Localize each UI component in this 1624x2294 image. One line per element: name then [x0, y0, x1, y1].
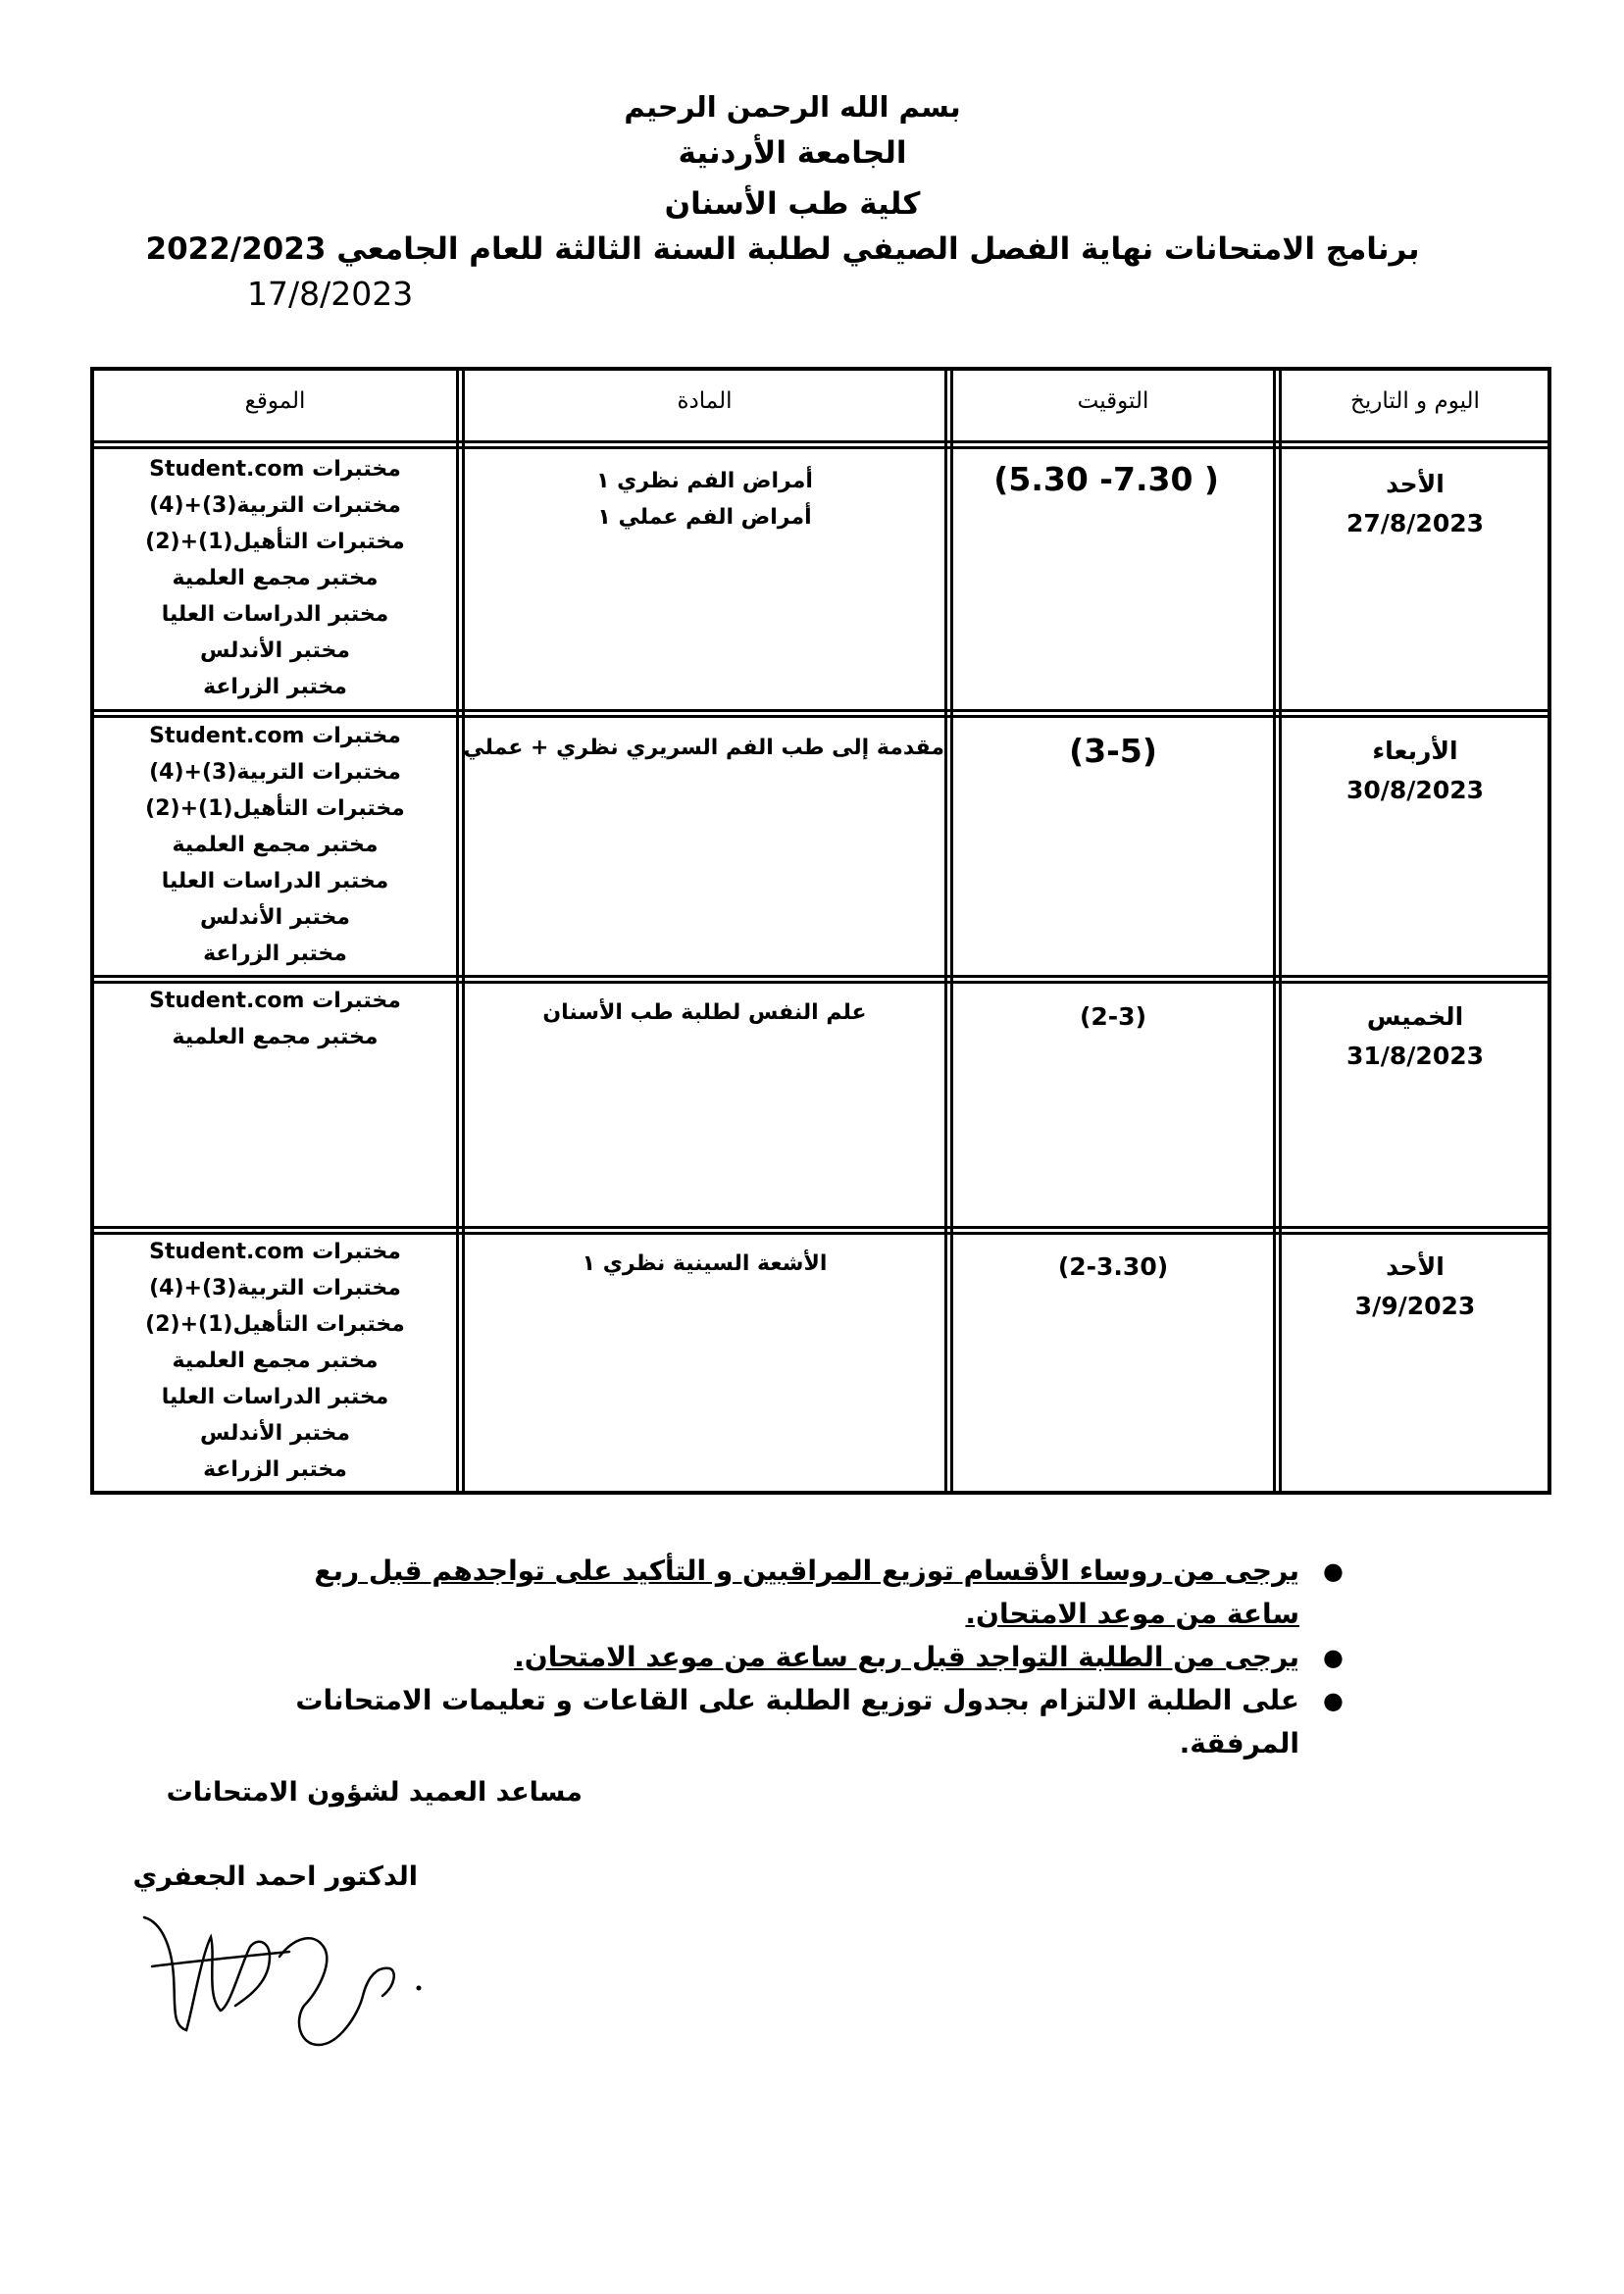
- column-divider: [1273, 367, 1276, 1495]
- location-item: مختبر الأندلس: [199, 1421, 351, 1446]
- subject-name: أمراض الفم نظري ١: [596, 469, 813, 493]
- location-item: مختبر الأندلس: [199, 638, 351, 663]
- location-cell: [94, 451, 456, 705]
- location-item: مختبرات التأهيل(1)+(2): [145, 530, 405, 554]
- table-row-day-date: [1282, 997, 1548, 1076]
- column-divider: [456, 367, 459, 1495]
- location-item: مختبرات التأهيل(1)+(2): [145, 1312, 405, 1337]
- subject-cell: [465, 994, 944, 1031]
- location-item: مختبرات Student.com: [149, 989, 401, 1013]
- column-divider: [462, 367, 465, 1495]
- header-day-date: اليوم و التاريخ: [1350, 388, 1480, 414]
- location-item: مختبر مجمع العلمية: [172, 566, 379, 590]
- location-item: مختبر الدراسات العليا: [161, 602, 389, 627]
- bullet-icon: ●: [1323, 1644, 1344, 1671]
- location-item: مختبر الزراعة: [203, 942, 347, 966]
- location-item: مختبر مجمع العلمية: [172, 1349, 379, 1373]
- location-item: مختبر الأندلس: [199, 905, 351, 930]
- location-cell: [94, 1234, 456, 1488]
- table-row-day-date: [1282, 732, 1548, 810]
- subject-name: الأشعة السينية نظري ١: [582, 1251, 828, 1276]
- location-item: مختبرات التربية(3)+(4): [149, 760, 401, 785]
- location-item: مختبر الزراعة: [203, 675, 347, 699]
- column-divider: [950, 367, 953, 1495]
- note-item: [265, 1550, 1344, 1636]
- assistant-dean-title: مساعد العميد لشؤون الامتحانات: [166, 1777, 583, 1808]
- location-item: مختبرات التربية(3)+(4): [149, 493, 401, 518]
- faculty-name: كلية طب الأسنان: [664, 186, 921, 222]
- row-divider: [90, 975, 1551, 978]
- row-divider: [90, 709, 1551, 712]
- notes-list: [265, 1550, 1344, 1765]
- exam-date: 27/8/2023: [1345, 509, 1485, 537]
- doctor-name: الدكتور احمد الجعفري: [132, 1861, 418, 1892]
- exam-date: 3/9/2023: [1354, 1292, 1476, 1320]
- basmala: بسم الله الرحمن الرحيم: [624, 90, 961, 124]
- exam-date: 30/8/2023: [1345, 776, 1485, 804]
- location-cell: [94, 983, 456, 1055]
- note-text: على الطلبة الالتزام بجدول توزيع الطلبة على القاعات و تعليمات الامتحانات المرفقة.: [295, 1684, 1299, 1759]
- location-item: مختبر الدراسات العليا: [161, 869, 389, 893]
- day-name: الأحد: [1386, 1252, 1445, 1281]
- location-item: مختبر مجمع العلمية: [172, 833, 379, 857]
- location-item: مختبرات Student.com: [149, 457, 401, 482]
- row-divider: [90, 446, 1551, 449]
- column-divider: [944, 367, 947, 1495]
- exam-schedule-table: [90, 367, 1551, 1493]
- exam-time: (2-3.30): [1057, 1252, 1169, 1281]
- exam-time: ( 7.30- 5.30): [993, 460, 1219, 498]
- issue-date: 17/8/2023: [247, 275, 414, 313]
- location-item: مختبرات التربية(3)+(4): [149, 1276, 401, 1300]
- note-text: يرجى من روساء الأقسام توزيع المراقبين و التأكيد على تواجدهم قبل ربع ساعة من موعد الامتحان.: [314, 1555, 1299, 1630]
- subject-cell: [465, 1246, 944, 1282]
- subject-name: مقدمة إلى طب الفم السريري نظري + عملي: [463, 736, 944, 760]
- subject-name: علم النفس لطلبة طب الأسنان: [542, 1000, 867, 1025]
- location-item: مختبرات Student.com: [149, 1240, 401, 1264]
- subject-name: أمراض الفم عملي ١: [597, 505, 812, 530]
- table-row-day-date: [1282, 1248, 1548, 1326]
- day-name: الأربعاء: [1372, 737, 1458, 765]
- location-item: مختبرات التأهيل(1)+(2): [145, 796, 405, 821]
- exam-date: 31/8/2023: [1345, 1042, 1485, 1070]
- note-item: [265, 1679, 1344, 1765]
- exam-time: (2-3): [1079, 1002, 1147, 1031]
- note-text: يرجى من الطلبة التواجد قبل ربع ساعة من موعد الامتحان.: [514, 1641, 1299, 1673]
- row-divider: [90, 440, 1551, 443]
- location-item: مختبر الدراسات العليا: [161, 1385, 389, 1409]
- header-location: الموقع: [244, 388, 306, 414]
- row-divider: [90, 1226, 1551, 1229]
- location-cell: [94, 718, 456, 972]
- day-name: الأحد: [1386, 470, 1445, 498]
- document-title: برنامج الامتحانات نهاية الفصل الصيفي لطلبة السنة الثالثة للعام الجامعي 2022/2023: [145, 231, 1420, 267]
- day-name: الخميس: [1366, 1002, 1464, 1031]
- header-time: التوقيت: [1077, 388, 1149, 414]
- subject-cell: [465, 463, 944, 535]
- location-item: مختبرات Student.com: [149, 724, 401, 748]
- university-name: الجامعة الأردنية: [678, 135, 907, 171]
- location-item: مختبر الزراعة: [203, 1457, 347, 1482]
- table-row-day-date: [1282, 465, 1548, 543]
- bullet-icon: ●: [1323, 1687, 1344, 1714]
- location-item: مختبر مجمع العلمية: [172, 1025, 379, 1049]
- note-item: [265, 1636, 1344, 1679]
- signature: [132, 1898, 446, 2055]
- exam-time: (3-5): [1069, 732, 1157, 770]
- bullet-icon: ●: [1323, 1557, 1344, 1585]
- subject-cell: [465, 730, 944, 766]
- header-subject: المادة: [677, 388, 733, 414]
